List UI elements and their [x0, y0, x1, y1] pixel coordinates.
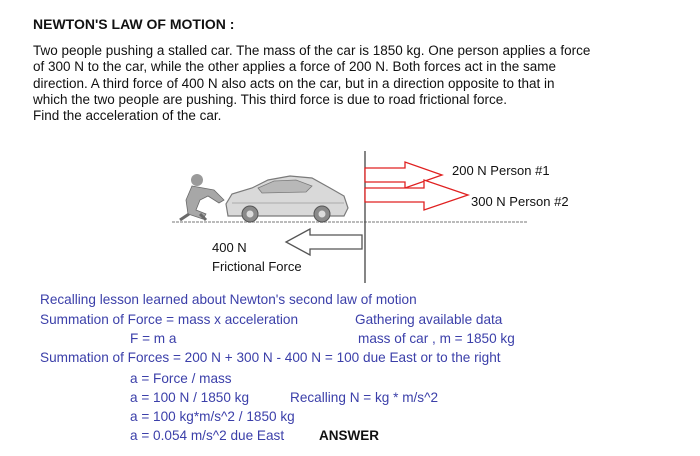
step-result: a = 0.054 m/s^2 due East — [130, 428, 285, 443]
problem-line: of 300 N to the car, while the other applies a force of 200 N. Both forces act in the same — [33, 59, 557, 75]
step-unit-expansion: a = 100 kg*m/s^2 / 1850 kg — [130, 409, 295, 424]
car-illustration — [226, 176, 348, 222]
mass-value: mass of car , m = 1850 kg — [358, 331, 515, 346]
summation-definition: Summation of Force = mass x acceleration — [40, 312, 299, 327]
step-formula: a = Force / mass — [130, 371, 232, 386]
label-person2-force: 300 N Person #2 — [471, 194, 569, 209]
gathering-data-label: Gathering available data — [355, 312, 503, 327]
label-friction-value: 400 N — [212, 240, 247, 255]
fma-equation: F = m a — [130, 331, 177, 346]
problem-line: Find the acceleration of the car. — [33, 108, 222, 124]
recall-units-note: Recalling N = kg * m/s^2 — [290, 390, 439, 405]
solution-intro: Recalling lesson learned about Newton's second law of motion — [40, 292, 417, 307]
problem-line: Two people pushing a stalled car. The mass of the car is 1850 kg. One person applies a force — [33, 43, 591, 58]
person-pushing-illustration — [180, 174, 224, 220]
label-person1-force: 200 N Person #1 — [452, 163, 550, 178]
step-substitution: a = 100 N / 1850 kg — [130, 390, 250, 405]
problem-line: which the two people are pushing. This third force is due to road frictional force. — [33, 91, 508, 107]
page-title: NEWTON'S LAW OF MOTION : — [33, 16, 235, 32]
friction-arrow — [286, 229, 362, 255]
problem-line: direction. A third force of 400 N also acts on the car, but in a direction opposite to that in — [33, 75, 555, 91]
summation-calculation: Summation of Forces = 200 N + 300 N - 400 N = 100 due East or to the right — [40, 350, 501, 365]
label-friction-force: Frictional Force — [212, 259, 302, 274]
answer-label: ANSWER — [319, 428, 379, 443]
